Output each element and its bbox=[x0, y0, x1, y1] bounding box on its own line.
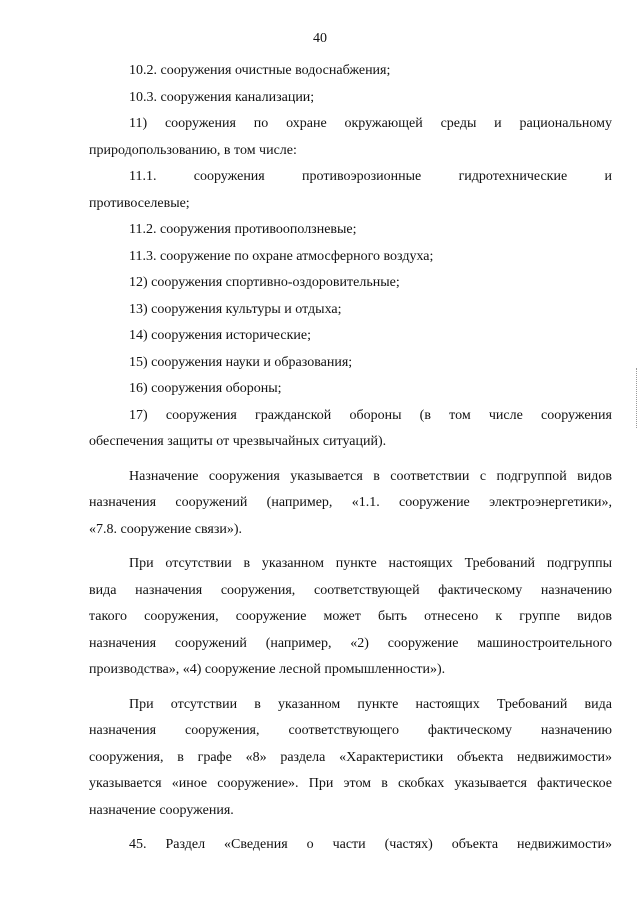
word: гидротехнические bbox=[458, 169, 568, 184]
list-item-15: 15) сооружения науки и образования; bbox=[129, 354, 353, 370]
list-item-10-2: 10.2. сооружения очистные водоснабжения; bbox=[129, 63, 391, 78]
list-item-11-1-line1 bbox=[89, 164, 612, 191]
list-item-16: 16) сооружения обороны; bbox=[129, 381, 282, 396]
list-item-10-3: 10.3. сооружения канализации; bbox=[129, 89, 315, 105]
list-item-14: 14) сооружения исторические; bbox=[129, 328, 311, 343]
paragraph-4-line1: 45. Раздел «Сведения о части (частях) объекта недвижимости» bbox=[129, 837, 612, 852]
paragraph-2-line5: производства», «4) сооружение лесной промышленности»). bbox=[89, 662, 446, 677]
word: 11.1. bbox=[129, 169, 157, 184]
document-body bbox=[89, 58, 612, 859]
list-item-11-3: 11.3. сооружение по охране атмосферного воздуха; bbox=[129, 248, 434, 264]
list-item-11-1-line2: противоселевые; bbox=[89, 195, 190, 211]
paragraph-2-line1: При отсутствии в указанном пункте настоящих Требований подгруппы bbox=[129, 556, 612, 571]
paragraph-3-line3: сооружения, в графе «8» раздела «Характеристики объекта недвижимости» bbox=[89, 749, 612, 765]
paragraph-1-line3: «7.8. сооружение связи»). bbox=[89, 521, 243, 537]
paragraph-3-line5: назначение сооружения. bbox=[89, 802, 234, 818]
paragraph-2-line4: назначения сооружений (например, «2) сооружение машиностроительного bbox=[89, 635, 612, 651]
paragraph-3-line4: указывается «иное сооружение». При этом в скобках указывается фактическое bbox=[89, 776, 612, 791]
paragraph-2-line3: такого сооружения, сооружение может быть отнесено к группе видов bbox=[89, 609, 612, 624]
page-number: 40 bbox=[313, 31, 327, 46]
paragraph-1-line1: Назначение сооружения указывается в соответствии с подгруппой видов bbox=[129, 468, 612, 484]
list-item-17-line2: обеспечения защиты от чрезвычайных ситуаций). bbox=[89, 434, 387, 449]
word: и bbox=[604, 169, 612, 184]
list-item-12: 12) сооружения спортивно-оздоровительные; bbox=[129, 275, 400, 290]
list-item-13: 13) сооружения культуры и отдыха; bbox=[129, 301, 342, 317]
list-item-11-line1: 11) сооружения по охране окружающей среды и рациональному bbox=[129, 116, 612, 131]
paragraph-2-line2: вида назначения сооружения, соответствующей фактическому назначению bbox=[89, 582, 612, 598]
paragraph-3-line1: При отсутствии в указанном пункте настоящих Требований вида bbox=[129, 696, 612, 712]
paragraph-3-line2: назначения сооружения, соответствующего фактическому назначению bbox=[89, 723, 612, 738]
list-item-17-line1: 17) сооружения гражданской обороны (в том числе сооружения bbox=[129, 407, 612, 423]
list-item-11-2: 11.2. сооружения противооползневые; bbox=[129, 222, 357, 237]
scan-edge-mark bbox=[636, 368, 638, 428]
word: сооружения bbox=[193, 169, 265, 184]
word: противоэрозионные bbox=[302, 169, 422, 184]
list-item-11-line2: природопользованию, в том числе: bbox=[89, 142, 297, 158]
paragraph-1-line2: назначения сооружений (например, «1.1. сооружение электроэнергетики», bbox=[89, 495, 612, 510]
